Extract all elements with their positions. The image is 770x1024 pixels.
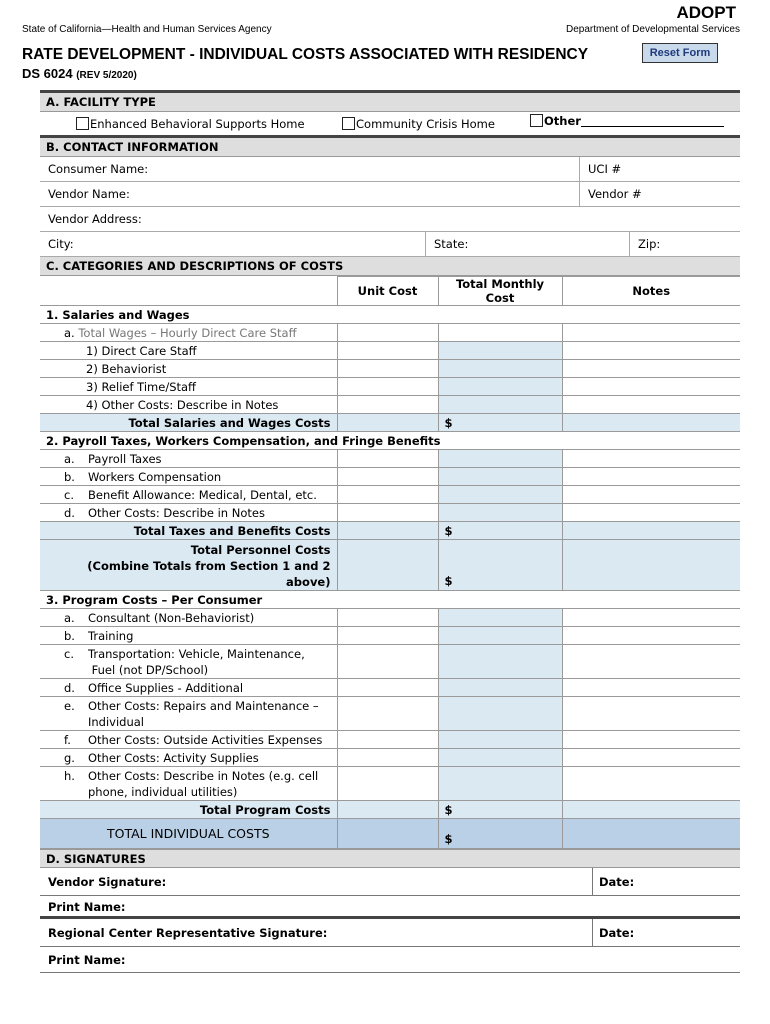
total-input[interactable] xyxy=(438,767,562,801)
notes-input[interactable] xyxy=(562,749,740,767)
notes-input[interactable] xyxy=(562,540,740,591)
table-row xyxy=(40,486,740,504)
personnel-total-value[interactable] xyxy=(438,540,562,591)
sec2-total-row xyxy=(40,522,740,540)
sec1-item-a-label: Total Wages – Hourly Direct Care Staff xyxy=(78,325,297,340)
sec3-item-e-letter: e. xyxy=(64,698,75,713)
dollar-sign: $ xyxy=(444,832,453,846)
unit-cost-input[interactable] xyxy=(337,486,438,504)
unit-cost-input[interactable] xyxy=(337,679,438,697)
notes-input[interactable] xyxy=(562,522,740,540)
sec3-item-h-label: Other Costs: Describe in Notes (e.g. cell xyxy=(88,768,319,783)
total-input[interactable] xyxy=(438,450,562,468)
form-title: RATE DEVELOPMENT - INDIVIDUAL COSTS ASSOCIATED WITH RESIDENCY xyxy=(22,46,589,63)
uci-field[interactable]: UCI # xyxy=(588,162,622,176)
dollar-sign: $ xyxy=(444,802,453,817)
table-row xyxy=(40,679,740,697)
sec2-item-c-letter: c. xyxy=(64,487,74,502)
notes-input[interactable] xyxy=(562,609,740,627)
table-row xyxy=(40,450,740,468)
sec3-title-row xyxy=(40,591,740,609)
sec3-item-g-label: Other Costs: Activity Supplies xyxy=(88,750,259,765)
vendor-number-field[interactable]: Vendor # xyxy=(588,187,642,201)
form-number xyxy=(22,66,137,81)
total-input[interactable] xyxy=(438,324,562,342)
section-b-heading: B. CONTACT INFORMATION xyxy=(40,138,740,157)
total-input[interactable] xyxy=(438,504,562,522)
unit-cost-input[interactable] xyxy=(337,504,438,522)
notes-input[interactable] xyxy=(562,627,740,645)
sec3-item-h-cont: phone, individual utilities) xyxy=(88,784,238,799)
sec2-item-c-label: Benefit Allowance: Medical, Dental, etc. xyxy=(88,487,317,502)
reset-form-button[interactable]: Reset Form xyxy=(642,43,718,63)
sec3-item-f-label: Other Costs: Outside Activities Expenses xyxy=(88,732,323,747)
section-a-heading: A. FACILITY TYPE xyxy=(40,93,740,112)
sec3-item-e xyxy=(40,697,337,731)
facility-type-row xyxy=(40,112,740,138)
notes-input[interactable] xyxy=(562,504,740,522)
rc-signature-field[interactable]: Regional Center Representative Signature: xyxy=(48,926,328,940)
state-field[interactable]: State: xyxy=(426,232,630,256)
table-row xyxy=(40,731,740,749)
sec3-item-f-letter: f. xyxy=(64,732,71,747)
table-row xyxy=(40,645,740,679)
total-input[interactable] xyxy=(438,731,562,749)
table-row xyxy=(40,468,740,486)
sec3-item-a xyxy=(40,609,337,627)
total-input[interactable] xyxy=(438,697,562,731)
contact-row-city xyxy=(40,232,740,257)
total-input[interactable] xyxy=(438,342,562,360)
unit-cost-input[interactable] xyxy=(337,767,438,801)
total-input[interactable] xyxy=(438,679,562,697)
unit-cost-input[interactable] xyxy=(337,522,438,540)
dollar-sign: $ xyxy=(444,415,453,430)
sec3-item-b xyxy=(40,627,337,645)
unit-cost-input[interactable] xyxy=(337,324,438,342)
dollar-sign: $ xyxy=(444,523,453,538)
unit-cost-input[interactable] xyxy=(337,645,438,679)
col-notes: Notes xyxy=(562,277,740,306)
unit-cost-input[interactable] xyxy=(337,468,438,486)
facility-option-ebsh[interactable] xyxy=(76,117,305,131)
unit-cost-input[interactable] xyxy=(337,819,438,849)
section-d-heading: D. SIGNATURES xyxy=(40,849,740,868)
sec1-item-a-letter: a. xyxy=(64,325,75,340)
notes-input[interactable] xyxy=(562,324,740,342)
sec3-item-c xyxy=(40,645,337,679)
sec3-item-b-letter: b. xyxy=(64,628,75,643)
other-input[interactable] xyxy=(581,115,724,127)
unit-cost-input[interactable] xyxy=(337,396,438,414)
cch-label: Community Crisis Home xyxy=(356,117,495,131)
sec3-title: 3. Program Costs – Per Consumer xyxy=(40,591,740,609)
vendor-signature-field[interactable]: Vendor Signature: xyxy=(48,875,167,889)
sec3-item-e-cont: Individual xyxy=(88,714,145,729)
total-input[interactable] xyxy=(438,396,562,414)
table-row xyxy=(40,342,740,360)
vendor-date-field[interactable]: Date: xyxy=(592,868,634,895)
sec2-item-a-letter: a. xyxy=(64,451,75,466)
sec3-item-c-cont: Fuel (not DP/School) xyxy=(91,662,209,677)
notes-input[interactable] xyxy=(562,697,740,731)
sec3-item-a-letter: a. xyxy=(64,610,75,625)
sec2-item-b-label: Workers Compensation xyxy=(88,469,222,484)
notes-input[interactable] xyxy=(562,819,740,849)
notes-input[interactable] xyxy=(562,342,740,360)
ebsh-label: Enhanced Behavioral Supports Home xyxy=(90,117,305,131)
total-input[interactable] xyxy=(438,486,562,504)
sec3-item-h xyxy=(40,767,337,801)
col-unit-cost: Unit Cost xyxy=(337,277,438,306)
sec2-item-d-letter: d. xyxy=(64,505,75,520)
notes-input[interactable] xyxy=(562,645,740,679)
unit-cost-input[interactable] xyxy=(337,609,438,627)
sec3-item-e-label: Other Costs: Repairs and Maintenance – xyxy=(88,698,319,713)
form-body xyxy=(40,90,740,973)
unit-cost-input[interactable] xyxy=(337,697,438,731)
unit-cost-input[interactable] xyxy=(337,342,438,360)
city-field[interactable]: City: xyxy=(40,232,426,256)
table-row xyxy=(40,697,740,731)
total-input[interactable] xyxy=(438,378,562,396)
unit-cost-input[interactable] xyxy=(337,749,438,767)
sec3-item-h-letter: h. xyxy=(64,768,75,783)
sec2-title-row xyxy=(40,432,740,450)
sec1-item-2: 2) Behaviorist xyxy=(40,360,337,378)
sec1-item-1: 1) Direct Care Staff xyxy=(40,342,337,360)
other-label: Other xyxy=(544,114,581,128)
notes-input[interactable] xyxy=(562,679,740,697)
personnel-total-line1: Total Personnel Costs xyxy=(190,543,331,557)
sec3-item-b-label: Training xyxy=(88,628,134,643)
sec2-item-b-letter: b. xyxy=(64,469,75,484)
table-row xyxy=(40,324,740,342)
unit-cost-input[interactable] xyxy=(337,450,438,468)
cch-checkbox[interactable] xyxy=(342,117,355,130)
notes-input[interactable] xyxy=(562,414,740,432)
sec3-total-row xyxy=(40,801,740,819)
rc-print-name-row xyxy=(40,947,740,973)
col-total-monthly: Total Monthly Cost xyxy=(438,277,562,306)
sec2-item-d-label: Other Costs: Describe in Notes xyxy=(88,505,265,520)
unit-cost-input[interactable] xyxy=(337,360,438,378)
total-input[interactable] xyxy=(438,627,562,645)
form-revision: (REV 5/2020) xyxy=(76,70,137,81)
other-checkbox[interactable] xyxy=(530,114,543,127)
notes-input[interactable] xyxy=(562,396,740,414)
consumer-name-field[interactable]: Consumer Name: xyxy=(40,157,580,181)
vendor-print-name-field[interactable]: Print Name: xyxy=(48,900,126,914)
sec1-total-value[interactable] xyxy=(438,414,562,432)
unit-cost-input[interactable] xyxy=(337,378,438,396)
total-input[interactable] xyxy=(438,645,562,679)
sec3-item-d-label: Office Supplies - Additional xyxy=(88,680,244,695)
sec3-item-d xyxy=(40,679,337,697)
contact-row-consumer xyxy=(40,157,740,182)
table-row xyxy=(40,378,740,396)
notes-input[interactable] xyxy=(562,486,740,504)
sec2-item-d xyxy=(40,504,337,522)
notes-input[interactable] xyxy=(562,767,740,801)
sec1-item-3: 3) Relief Time/Staff xyxy=(40,378,337,396)
sec3-item-f xyxy=(40,731,337,749)
header-spacer xyxy=(40,277,337,306)
personnel-total-label xyxy=(40,540,337,591)
notes-input[interactable] xyxy=(562,801,740,819)
sec3-item-d-letter: d. xyxy=(64,680,75,695)
sec1-title: 1. Salaries and Wages xyxy=(40,306,740,324)
sec1-total-label: Total Salaries and Wages Costs xyxy=(40,414,337,432)
sec1-item-4: 4) Other Costs: Describe in Notes xyxy=(40,396,337,414)
form-number-code: DS 6024 xyxy=(22,66,73,81)
department-name: Department of Developmental Services xyxy=(566,24,740,35)
sec1-total-row xyxy=(40,414,740,432)
personnel-total-line2: (Combine Totals from Section 1 and 2 above) xyxy=(87,559,331,589)
notes-input[interactable] xyxy=(562,468,740,486)
grand-total-row xyxy=(40,819,740,849)
sec2-item-a-label: Payroll Taxes xyxy=(88,451,162,466)
table-row xyxy=(40,749,740,767)
sec2-item-a xyxy=(40,450,337,468)
sec3-item-c-label: Transportation: Vehicle, Maintenance, xyxy=(88,646,305,661)
sec3-item-c-letter: c. xyxy=(64,646,74,661)
vendor-name-field[interactable]: Vendor Name: xyxy=(40,182,580,206)
contact-row-address xyxy=(40,207,740,232)
table-row xyxy=(40,504,740,522)
sec2-item-c xyxy=(40,486,337,504)
facility-option-cch[interactable] xyxy=(342,117,495,131)
ebsh-checkbox[interactable] xyxy=(76,117,89,130)
notes-input[interactable] xyxy=(562,450,740,468)
rc-signature-row xyxy=(40,919,740,947)
sec1-item-a xyxy=(40,324,337,342)
cost-table xyxy=(40,276,740,849)
vendor-print-name-row xyxy=(40,896,740,919)
notes-input[interactable] xyxy=(562,360,740,378)
sec3-total-label: Total Program Costs xyxy=(40,801,337,819)
table-row xyxy=(40,609,740,627)
zip-field[interactable]: Zip: xyxy=(638,237,661,251)
total-input[interactable] xyxy=(438,468,562,486)
agency-name: State of California—Health and Human Services Agency xyxy=(22,24,272,35)
unit-cost-input[interactable] xyxy=(337,414,438,432)
personnel-total-row xyxy=(40,540,740,591)
unit-cost-input[interactable] xyxy=(337,627,438,645)
sec3-total-value[interactable] xyxy=(438,801,562,819)
sec1-title-row xyxy=(40,306,740,324)
sec2-title: 2. Payroll Taxes, Workers Compensation, and Fringe Benefits xyxy=(40,432,740,450)
grand-total-label: TOTAL INDIVIDUAL COSTS xyxy=(40,819,337,849)
unit-cost-input[interactable] xyxy=(337,801,438,819)
vendor-signature-row xyxy=(40,868,740,896)
sec2-total-value[interactable] xyxy=(438,522,562,540)
section-c-heading: C. CATEGORIES AND DESCRIPTIONS OF COSTS xyxy=(40,257,740,276)
facility-option-other[interactable] xyxy=(530,114,724,128)
table-row xyxy=(40,627,740,645)
table-row xyxy=(40,360,740,378)
contact-row-vendor xyxy=(40,182,740,207)
unit-cost-input[interactable] xyxy=(337,540,438,591)
total-input[interactable] xyxy=(438,609,562,627)
table-row xyxy=(40,767,740,801)
adopt-label: ADOPT xyxy=(676,3,736,22)
total-input[interactable] xyxy=(438,749,562,767)
rc-date-field[interactable]: Date: xyxy=(592,919,634,946)
sec3-item-a-label: Consultant (Non-Behaviorist) xyxy=(88,610,255,625)
cost-table-header xyxy=(40,277,740,306)
grand-total-value[interactable] xyxy=(438,819,562,849)
notes-input[interactable] xyxy=(562,731,740,749)
rc-print-name-field[interactable]: Print Name: xyxy=(48,953,126,967)
unit-cost-input[interactable] xyxy=(337,731,438,749)
notes-input[interactable] xyxy=(562,378,740,396)
total-input[interactable] xyxy=(438,360,562,378)
sec2-item-b xyxy=(40,468,337,486)
sec3-item-g xyxy=(40,749,337,767)
dollar-sign: $ xyxy=(444,574,453,588)
table-row xyxy=(40,396,740,414)
sec2-total-label: Total Taxes and Benefits Costs xyxy=(40,522,337,540)
sec3-item-g-letter: g. xyxy=(64,750,75,765)
vendor-address-field[interactable]: Vendor Address: xyxy=(48,212,142,226)
